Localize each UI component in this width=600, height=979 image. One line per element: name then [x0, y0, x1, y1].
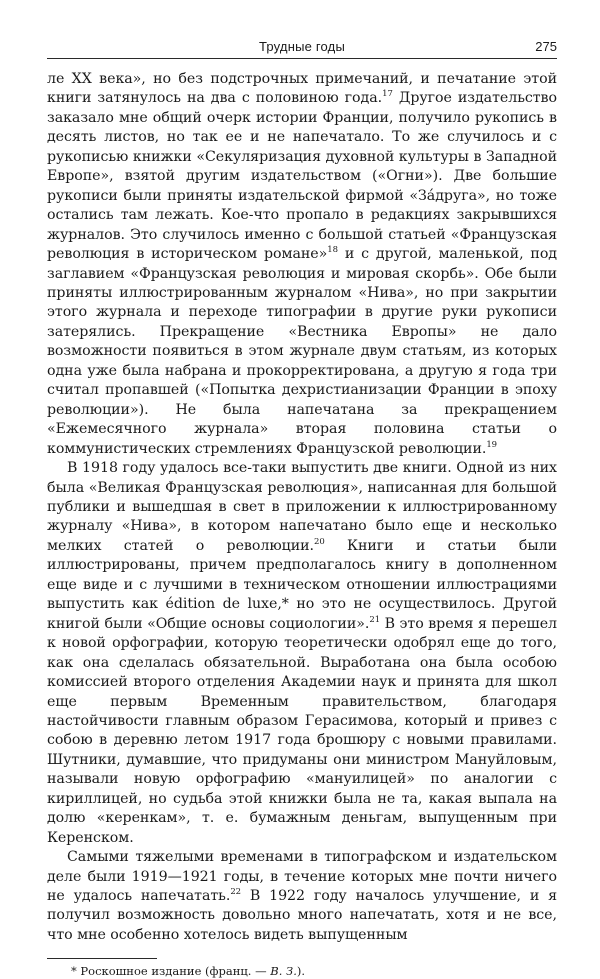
paragraph [47, 70, 557, 459]
footnote-editor: В. З. [270, 964, 297, 979]
footnote-marker: * [71, 964, 77, 979]
running-title: Трудные годы [258, 39, 346, 54]
paragraph-text: В 1922 году началось улучшение, и я получил возможность довольно много напечатать, хотя и не все, что мне особенно хотелось видеть выпущенным [47, 888, 557, 943]
endnote-reference: 19 [486, 439, 498, 450]
paragraph-text: В 1918 году удалось все-таки выпустить две книги. Одной из них была «Великая Французская революция», написанная для большой публики и вышедшая в свет в приложении к иллюстрированному журналу «Нива», в котором напечатано было еще и несколько мелких статей о революции. [47, 460, 557, 554]
paragraph [47, 459, 557, 848]
footnote-text: Роскошное издание (франц. — [80, 964, 267, 979]
page-header [47, 36, 557, 59]
paragraph-text: ле XX века», но без подстрочных примечаний, и печатание этой книги затянулось на два с половиною года. [47, 71, 557, 107]
paragraph [47, 848, 557, 945]
endnote-reference: 20 [313, 536, 325, 547]
footnote-divider [47, 958, 157, 959]
page-number: 275 [535, 39, 557, 54]
endnote-reference: 22 [230, 887, 242, 898]
endnote-reference: 21 [369, 614, 381, 625]
paragraph-text: Другое издательство заказало мне общий очерк истории Франции, получило рукопись в десять листов, но так ее и не напечатало. То же случилось и с рукописью книжки «Секуляризация духовной культуры в Западной Европе», взятой другим издательством («Огни»). Две большие рукописи были приняты издательской фирмой «Зáдруга», но тоже остались там лежать. Кое-что пропало в редакциях закрывшихся журналов. Это случилось именно с большой статьей «Французская революция в историческом романе» [47, 90, 557, 263]
paragraph-text: и с другой, маленькой, под заглавием «Французская революция и мировая скорбь». Обе были приняты иллюстрированным журналом «Нива», но при закрытии этого журнала и переходе типографии в другие руки рукописи затерялись. Прекращение «Вестника Европы» не дало возможности появиться в этом журнале двум статьям, из которых одна уже была набрана и прокорректирована, а другую я года три считал пропавшей («Попытка дехристианизации Франции в эпоху революции»). Не была напечатана за прекращением «Ежемесячного журнала» вторая половина статьи о коммунистических стремлениях Французской революции. [47, 246, 557, 457]
endnote-reference: 17 [382, 89, 393, 100]
paragraph-text: Книги и статьи были иллюстрированы, причем предполагалось книгу в дополненном еще виде и с лучшими в техническом отношении иллюстрациями выпустить как édition de luxe,* но это не осуществилось. Другой книгой были «Общие основы социологии». [47, 537, 557, 632]
body-text [47, 70, 557, 945]
footnote-closing: ). [296, 964, 306, 979]
book-page [47, 36, 557, 979]
endnote-reference: 18 [327, 245, 338, 256]
footnote [47, 964, 557, 979]
paragraph-text: Самыми тяжелыми временами в типографском и издательском деле были 1919—1921 годы, в течение которых мне почти ничего не удалось напечатать. [47, 849, 557, 905]
paragraph-text: В это время я перешел к новой орфографии, которую теоретически одобрял еще до того, как она сделалась обязательной. Выработана она была особою комиссией второго отделения Академии наук и принята для школ еще первым Временным правительством, благодаря настойчивости главным образом Герасимова, который и привез с собою в деревню летом 1917 года брошюру с новыми правилами. Шутники, думавшие, что придуманы они министром Мануйловым, называли новую орфографию «мануилицей» по аналогии с кириллицей, но судьба этой книжки была не та, какая выпала на долю «керенкам», т. е. бумажным деньгам, выпущенным при Керенском. [47, 615, 558, 846]
